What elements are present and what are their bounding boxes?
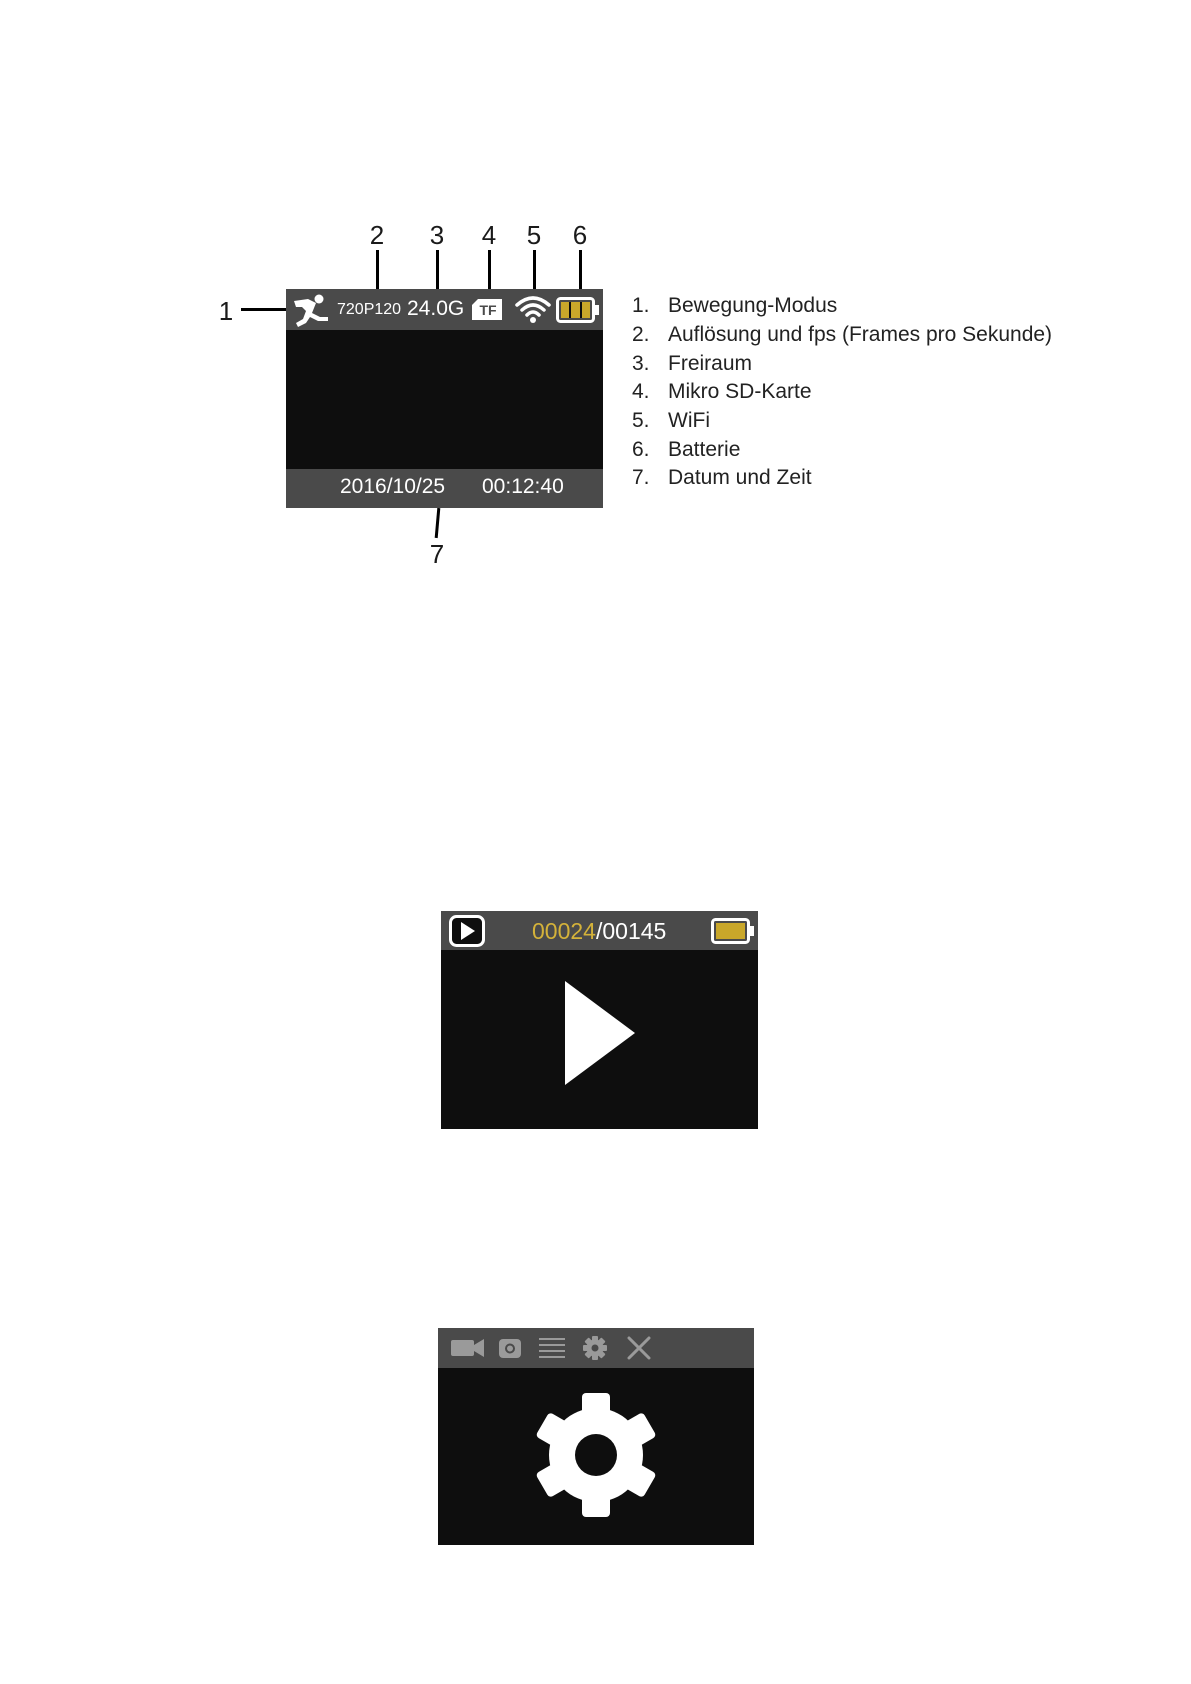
gear-icon[interactable] — [582, 1335, 608, 1361]
legend-item-number: 2. — [632, 323, 650, 347]
legend-item-text: Mikro SD-Karte — [668, 380, 812, 404]
file-counter-current: 00024 — [532, 918, 596, 944]
file-counter-total: 00145 — [602, 918, 667, 944]
legend-item-number: 5. — [632, 409, 650, 433]
legend-item — [632, 435, 1052, 464]
legend-item-number: 6. — [632, 437, 650, 461]
legend-item-number: 4. — [632, 380, 650, 404]
legend-item-number: 1. — [632, 294, 650, 318]
gear-icon[interactable] — [532, 1391, 660, 1519]
legend-item-text: WiFi — [668, 409, 710, 433]
photo-camera-icon[interactable] — [499, 1337, 521, 1359]
live-view-screen — [286, 289, 603, 508]
callout-3: 3 — [429, 220, 445, 250]
legend-list — [632, 292, 1052, 493]
legend-item-text: Batterie — [668, 437, 741, 461]
callout-6: 6 — [572, 220, 588, 250]
playback-icon — [449, 915, 485, 947]
close-icon[interactable] — [626, 1335, 652, 1361]
menu-icon[interactable] — [539, 1337, 565, 1359]
date-text: 2016/10/25 — [340, 475, 446, 498]
callout-2: 2 — [369, 220, 385, 250]
callout-1: 1 — [218, 296, 234, 326]
running-man-icon — [288, 291, 332, 329]
file-counter — [532, 918, 666, 945]
callout-line-5 — [533, 250, 536, 290]
time-text: 00:12:40 — [482, 475, 564, 498]
legend-item-text: Bewegung-Modus — [668, 294, 838, 318]
legend-item — [632, 407, 1052, 436]
free-space: 24.0G — [407, 297, 465, 320]
battery-icon — [711, 918, 755, 944]
callout-line-7 — [435, 508, 441, 538]
callout-4: 4 — [481, 220, 497, 250]
callout-5: 5 — [526, 220, 542, 250]
resolution-fps: 720P120 — [337, 301, 402, 318]
legend-item-text: Freiraum — [668, 351, 753, 375]
wifi-icon — [515, 294, 551, 324]
legend-item-number: 7. — [632, 466, 650, 490]
sd-card-label: TF — [479, 302, 497, 318]
file-counter-separator: / — [595, 918, 603, 944]
sd-card-icon — [472, 299, 502, 320]
legend-item — [632, 321, 1052, 350]
legend-item — [632, 292, 1052, 321]
callout-7: 7 — [429, 539, 445, 569]
legend-item — [632, 464, 1052, 493]
legend-item — [632, 378, 1052, 407]
legend-item — [632, 349, 1052, 378]
legend-item-text: Datum und Zeit — [668, 466, 812, 490]
playback-screen — [441, 911, 758, 1129]
legend-item-text: Auflösung und fps (Frames pro Sekunde) — [668, 323, 1053, 347]
video-camera-icon[interactable] — [451, 1337, 485, 1359]
battery-icon — [556, 297, 600, 323]
settings-screen — [438, 1328, 754, 1545]
play-icon[interactable] — [565, 981, 637, 1085]
legend-item-number: 3. — [632, 351, 650, 375]
